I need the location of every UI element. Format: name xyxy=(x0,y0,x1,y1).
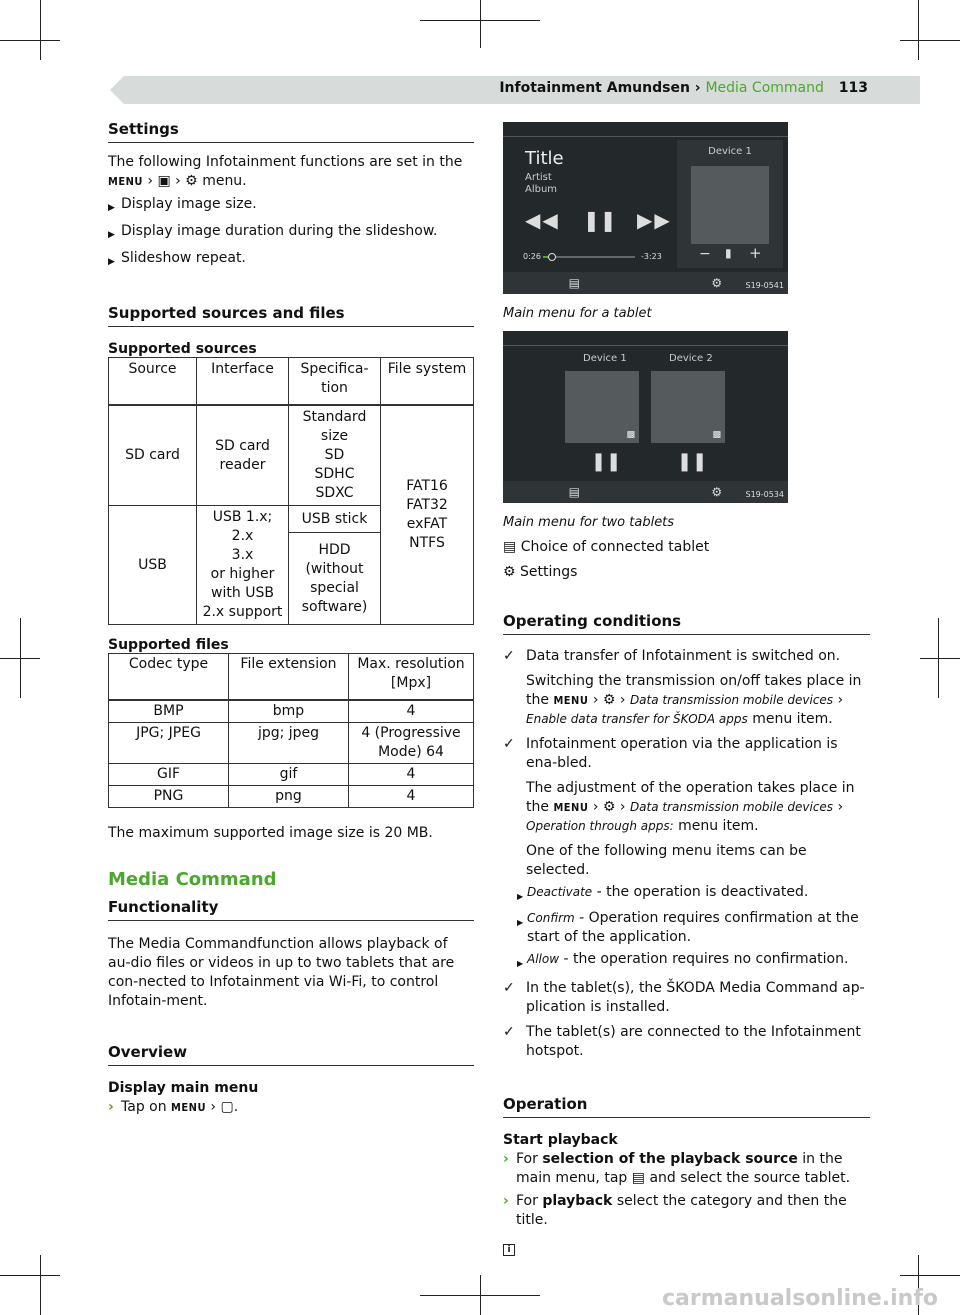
overview-step: › Tap on MENU › ▢. xyxy=(108,1099,239,1115)
check-icon: ✓ xyxy=(503,736,515,752)
media-command-heading: Media Command xyxy=(108,869,277,890)
table-row: USB USB 1.x; 2.x 3.x or higher with USB 2.x support USB stick xyxy=(109,506,474,533)
image-code: S19-0541 xyxy=(745,281,784,290)
legend-settings: ⚙ Settings xyxy=(503,564,578,580)
time-remaining: -3:23 xyxy=(641,252,662,261)
minus-icon[interactable]: − xyxy=(699,246,711,262)
table-row: BMP bmp 4 xyxy=(109,700,474,723)
info-icon[interactable]: i xyxy=(503,1244,515,1256)
gear-icon: ⚙ xyxy=(602,692,616,708)
breadcrumb[interactable]: Infotainment Amundsen › xyxy=(499,80,701,96)
media-command-icon: ▢ xyxy=(220,1099,234,1115)
device2-pause-icon[interactable]: ❚❚ xyxy=(677,451,708,472)
media-icon: ▣ xyxy=(157,173,171,189)
gear-icon: ⚙ xyxy=(185,173,198,189)
settings-gear-icon[interactable]: ⚙ xyxy=(711,276,723,290)
crop-mark xyxy=(420,1295,540,1296)
conditions-heading: Operating conditions xyxy=(503,612,870,635)
settings-gear-icon[interactable]: ⚙ xyxy=(711,485,723,499)
option-item: ▶ Confirm - Operation requires confirmation at the start of the application. xyxy=(517,910,859,945)
crop-mark xyxy=(40,0,41,60)
device2-thumbnail[interactable] xyxy=(651,371,725,443)
device1-pause-icon[interactable]: ❚❚ xyxy=(591,451,622,472)
functionality-text: The Media Commandfunction allows playback of au-dio files or videos in up to two tablets that are con-nected to Infotainment via Wi-Fi, to control Infotain-ment. xyxy=(108,936,455,1009)
gear-icon: ⚙ xyxy=(503,564,516,580)
check-icon: ✓ xyxy=(503,980,515,996)
crop-mark xyxy=(40,1255,41,1315)
figure-caption: Main menu for two tablets xyxy=(503,515,675,530)
list-item: ▶ Display image size. xyxy=(108,196,257,213)
table-row: Source Interface Specifica-tion File system xyxy=(109,358,474,406)
condition-item: ✓ In the tablet(s), the ŠKODA Media Command ap-plication is installed. xyxy=(503,980,865,1015)
two-tablets-screenshot xyxy=(503,331,788,503)
choose-tablet-icon: ▤ xyxy=(631,1170,645,1186)
start-playback-heading: Start playback xyxy=(503,1132,618,1148)
device2-status-icon: ▩ xyxy=(712,430,721,440)
crop-mark xyxy=(0,1275,60,1276)
operation-step: › For selection of the playback source in the main menu, tap ▤ and select the source tablet. xyxy=(503,1151,851,1186)
condition-item: ✓ Infotainment operation via the application is ena-bled. The adjustment of the operation takes place in the MENU › ⚙ › Data transmission mobile devices › Operation through apps: menu item. One of the following menu items can be selected. xyxy=(503,736,855,878)
crop-mark xyxy=(420,20,540,21)
table-row: SD card SD card reader Standard size SD SDHC SDXC FAT16 FAT32 exFAT NTFS xyxy=(109,405,474,506)
device1-label: Device 1 xyxy=(583,353,627,364)
operation-heading: Operation xyxy=(503,1095,870,1118)
table-row: HDD (without special software) xyxy=(109,533,474,625)
watermark: carmanualsonline.info xyxy=(662,1286,938,1311)
left-column xyxy=(108,120,474,1117)
device1-thumbnail[interactable] xyxy=(565,371,639,443)
crop-mark xyxy=(900,40,960,41)
sources-table xyxy=(108,357,474,625)
track-title: Title xyxy=(525,148,564,169)
tablet-main-menu-screenshot xyxy=(503,122,788,294)
device2-label: Device 2 xyxy=(669,353,713,364)
device-label: Device 1 xyxy=(708,146,752,157)
check-icon: ✓ xyxy=(503,1024,515,1040)
overview-heading: Overview xyxy=(108,1043,474,1066)
settings-intro: The following Infotainment functions are set in the MENU › ▣ › ⚙ menu. xyxy=(108,154,463,189)
table-row: JPG; JPEG jpg; jpeg 4 (Progressive Mode) 64 xyxy=(109,723,474,764)
device-panel[interactable] xyxy=(677,140,783,268)
condition-item: ✓ Data transfer of Infotainment is switched on. Switching the transmission on/off takes place in the MENU › ⚙ › Data transmission mobile devices › Enable data transfer for ŠKODA apps menu item. xyxy=(503,648,862,727)
condition-item: ✓ The tablet(s) are connected to the Infotainment hotspot. xyxy=(503,1024,861,1059)
crop-mark xyxy=(0,658,40,659)
forward-icon[interactable]: ▶▶ xyxy=(637,208,672,232)
page-number: 113 xyxy=(838,80,868,96)
sources-files-heading: Supported sources and files xyxy=(108,304,474,327)
legend-choice: ▤ Choice of connected tablet xyxy=(503,539,710,555)
sources-subheading: Supported sources xyxy=(108,341,257,357)
crop-mark xyxy=(918,0,919,60)
rewind-icon[interactable]: ◀◀ xyxy=(525,208,560,232)
menu-key: MENU xyxy=(108,175,143,188)
table-row: GIF gif 4 xyxy=(109,764,474,786)
operation-step: › For playback select the category and then the title. xyxy=(503,1193,847,1228)
figure-caption: Main menu for a tablet xyxy=(503,306,652,321)
display-main-menu-heading: Display main menu xyxy=(108,1080,259,1096)
check-icon: ✓ xyxy=(503,648,515,664)
device1-status-icon: ▩ xyxy=(626,430,635,440)
page-header xyxy=(499,80,868,96)
track-album: Album xyxy=(525,184,558,195)
option-item: ▶ Deactivate - the operation is deactivated. xyxy=(517,884,809,901)
time-elapsed: 0:26 xyxy=(523,252,541,261)
option-item: ▶ Allow - the operation requires no confirmation. xyxy=(517,951,849,968)
pause-icon[interactable]: ❚❚ xyxy=(583,208,617,232)
plus-icon[interactable]: + xyxy=(749,244,762,262)
section-name[interactable]: Media Command xyxy=(705,80,824,96)
files-table xyxy=(108,653,474,808)
settings-heading: Settings xyxy=(108,120,474,143)
choose-tablet-icon: ▤ xyxy=(503,539,517,555)
progress-track[interactable] xyxy=(543,256,635,258)
crop-mark xyxy=(0,40,60,41)
choose-tablet-icon[interactable]: ▤ xyxy=(568,485,580,499)
crop-mark xyxy=(920,658,960,659)
crop-mark xyxy=(480,0,481,48)
image-code: S19-0534 xyxy=(745,490,784,499)
table-row: PNG png 4 xyxy=(109,786,474,808)
files-subheading: Supported files xyxy=(108,637,229,653)
tablet-icon[interactable]: ▮ xyxy=(725,246,732,260)
crop-mark xyxy=(900,1275,960,1276)
max-size-note: The maximum supported image size is 20 MB. xyxy=(108,825,433,841)
gear-icon: ⚙ xyxy=(602,799,616,815)
table-row: Codec type File extension Max. resolution [Mpx] xyxy=(109,654,474,701)
list-item: ▶ Display image duration during the slideshow. xyxy=(108,223,438,240)
functionality-heading: Functionality xyxy=(108,898,474,921)
device-thumbnail xyxy=(691,166,769,244)
track-artist: Artist xyxy=(525,172,552,183)
list-item: ▶ Slideshow repeat. xyxy=(108,250,246,267)
choose-tablet-icon[interactable]: ▤ xyxy=(568,276,580,290)
